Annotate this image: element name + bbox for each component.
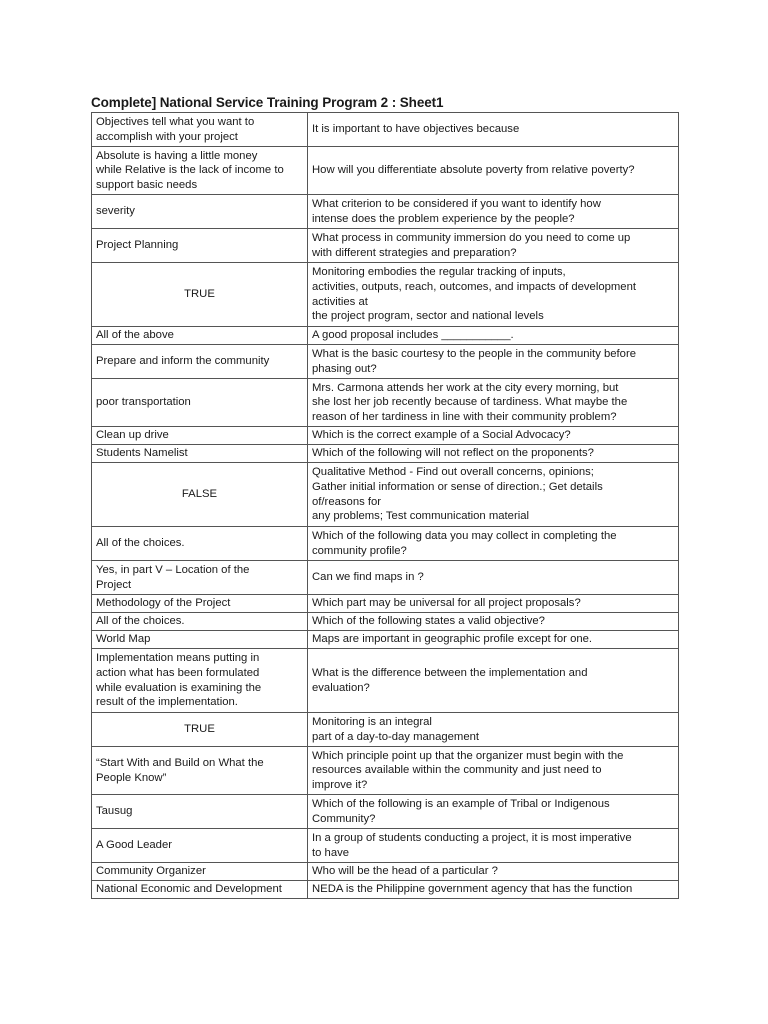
question-cell: What criterion to be considered if you want to identify how intense does the problem experience by the people? xyxy=(308,195,679,229)
table-row xyxy=(92,379,679,427)
table-row xyxy=(92,195,679,229)
table-row xyxy=(92,229,679,263)
answer-cell: poor transportation xyxy=(92,379,308,427)
answer-cell: All of the choices. xyxy=(92,613,308,631)
table-row xyxy=(92,649,679,713)
answer-cell: severity xyxy=(92,195,308,229)
question-cell: Which of the following will not reflect on the proponents? xyxy=(308,445,679,463)
table-row xyxy=(92,263,679,327)
question-cell: Which of the following is an example of Tribal or Indigenous Community? xyxy=(308,795,679,829)
question-cell: Who will be the head of a particular ? xyxy=(308,863,679,881)
answer-cell: Project Planning xyxy=(92,229,308,263)
question-cell: NEDA is the Philippine government agency that has the function xyxy=(308,881,679,899)
answer-cell: All of the choices. xyxy=(92,527,308,561)
question-cell: Which of the following states a valid objective? xyxy=(308,613,679,631)
question-cell: What is the difference between the implementation and evaluation? xyxy=(308,649,679,713)
table-row xyxy=(92,881,679,899)
sheet-title: Complete] National Service Training Program 2 : Sheet1 xyxy=(91,95,444,110)
answer-cell: Objectives tell what you want to accomplish with your project xyxy=(92,113,308,147)
answer-cell: Students Namelist xyxy=(92,445,308,463)
answer-cell: All of the above xyxy=(92,327,308,345)
answer-cell: Clean up drive xyxy=(92,427,308,445)
table-row xyxy=(92,445,679,463)
qa-table-body xyxy=(92,113,679,899)
table-row xyxy=(92,527,679,561)
question-cell: What process in community immersion do you need to come up with different strategies and preparation? xyxy=(308,229,679,263)
question-cell: Qualitative Method - Find out overall concerns, opinions; Gather initial information or sense of direction.; Get details of/reasons for any problems; Test communication material xyxy=(308,463,679,527)
table-row xyxy=(92,595,679,613)
question-cell: Monitoring is an integral part of a day-to-day management xyxy=(308,713,679,747)
table-row xyxy=(92,147,679,195)
question-cell: It is important to have objectives because xyxy=(308,113,679,147)
answer-cell: A Good Leader xyxy=(92,829,308,863)
answer-cell: World Map xyxy=(92,631,308,649)
spreadsheet-page xyxy=(91,94,678,899)
answer-cell: FALSE xyxy=(92,463,308,527)
qa-table xyxy=(91,112,679,899)
answer-cell: Absolute is having a little money while Relative is the lack of income to support basic needs xyxy=(92,147,308,195)
table-row xyxy=(92,345,679,379)
question-cell: A good proposal includes ___________. xyxy=(308,327,679,345)
answer-cell: Implementation means putting in action what has been formulated while evaluation is examining the result of the implementation. xyxy=(92,649,308,713)
question-cell: Maps are important in geographic profile except for one. xyxy=(308,631,679,649)
question-cell: What is the basic courtesy to the people in the community before phasing out? xyxy=(308,345,679,379)
table-row xyxy=(92,863,679,881)
table-row xyxy=(92,561,679,595)
question-cell: Mrs. Carmona attends her work at the city every morning, but she lost her job recently because of tardiness. What maybe the reason of her tardiness in line with their community problem? xyxy=(308,379,679,427)
question-cell: Monitoring embodies the regular tracking of inputs, activities, outputs, reach, outcomes, and impacts of development activities at the project program, sector and national levels xyxy=(308,263,679,327)
table-row xyxy=(92,747,679,795)
table-row xyxy=(92,795,679,829)
answer-cell: TRUE xyxy=(92,263,308,327)
table-row xyxy=(92,713,679,747)
question-cell: Which part may be universal for all project proposals? xyxy=(308,595,679,613)
table-row xyxy=(92,113,679,147)
answer-cell: Tausug xyxy=(92,795,308,829)
table-row xyxy=(92,613,679,631)
answer-cell: Yes, in part V – Location of the Project xyxy=(92,561,308,595)
answer-cell: Community Organizer xyxy=(92,863,308,881)
answer-cell: TRUE xyxy=(92,713,308,747)
table-row xyxy=(92,463,679,527)
table-row xyxy=(92,829,679,863)
question-cell: In a group of students conducting a project, it is most imperative to have xyxy=(308,829,679,863)
answer-cell: “Start With and Build on What the People Know” xyxy=(92,747,308,795)
question-cell: Which is the correct example of a Social Advocacy? xyxy=(308,427,679,445)
question-cell: Which of the following data you may collect in completing the community profile? xyxy=(308,527,679,561)
table-row xyxy=(92,327,679,345)
question-cell: How will you differentiate absolute poverty from relative poverty? xyxy=(308,147,679,195)
answer-cell: Prepare and inform the community xyxy=(92,345,308,379)
table-row xyxy=(92,427,679,445)
question-cell: Can we find maps in ? xyxy=(308,561,679,595)
answer-cell: National Economic and Development xyxy=(92,881,308,899)
answer-cell: Methodology of the Project xyxy=(92,595,308,613)
question-cell: Which principle point up that the organizer must begin with the resources available within the community and just need to improve it? xyxy=(308,747,679,795)
table-row xyxy=(92,631,679,649)
